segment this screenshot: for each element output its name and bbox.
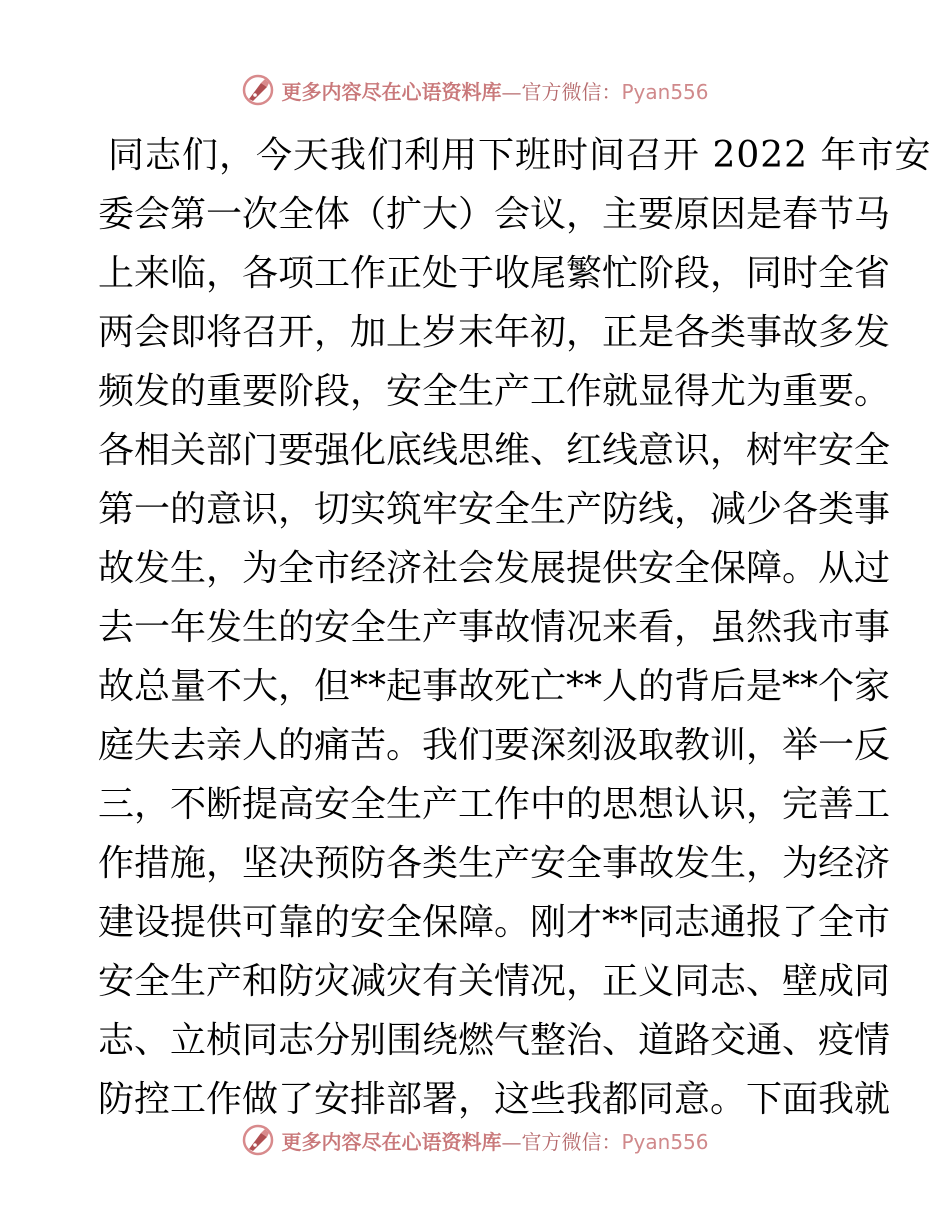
paragraph-line: 作措施，坚决预防各类生产安全事故发生，为经济 — [98, 843, 891, 884]
speech-paragraph — [98, 126, 932, 1129]
paragraph-line: 第一的意识，切实筑牢安全生产防线，减少各类事 — [98, 489, 891, 530]
watermark-dash-text: —官方微信： — [501, 79, 622, 104]
watermark-text — [281, 1126, 708, 1155]
watermark-wechat-id: Pyan556 — [621, 79, 709, 104]
paragraph-line: 委会第一次全体（扩大）会议，主要原因是春节马 — [98, 194, 891, 235]
footer-watermark-banner — [0, 1120, 950, 1160]
paragraph-line: 三，不断提高安全生产工作中的思想认识，完善工 — [98, 784, 891, 825]
watermark-main-text: 更多内容尽在心语资料库 — [281, 79, 502, 104]
watermark-dash-text: —官方微信： — [501, 1129, 622, 1154]
paragraph-line: 频发的重要阶段，安全生产工作就显得尤为重要。 — [98, 371, 891, 412]
paragraph-line: 同志们，今天我们利用下班时间召开 2022 年市安 — [108, 135, 932, 176]
paragraph-line: 两会即将召开，加上岁末年初，正是各类事故多发 — [98, 312, 891, 353]
header-watermark-banner — [0, 70, 950, 110]
paragraph-line: 建设提供可靠的安全保障。刚才**同志通报了全市 — [98, 902, 891, 943]
paragraph-line: 故发生，为全市经济社会发展提供安全保障。从过 — [98, 548, 891, 589]
pen-nib-logo-icon — [241, 1123, 275, 1157]
watermark-text — [281, 76, 708, 105]
pen-nib-logo-icon — [241, 73, 275, 107]
paragraph-line: 安全生产和防灾减灾有关情况，正义同志、壁成同 — [98, 961, 891, 1002]
watermark-main-text: 更多内容尽在心语资料库 — [281, 1129, 502, 1154]
paragraph-line: 故总量不大，但**起事故死亡**人的背后是**个家 — [98, 666, 891, 707]
paragraph-line: 去一年发生的安全生产事故情况来看，虽然我市事 — [98, 607, 891, 648]
paragraph-line: 志、立桢同志分别围绕燃气整治、道路交通、疫情 — [98, 1020, 891, 1061]
paragraph-line: 上来临，各项工作正处于收尾繁忙阶段，同时全省 — [98, 253, 891, 294]
paragraph-line: 庭失去亲人的痛苦。我们要深刻汲取教训，举一反 — [98, 725, 891, 766]
paragraph-line: 防控工作做了安排部署，这些我都同意。下面我就 — [98, 1079, 891, 1120]
paragraph-line: 各相关部门要强化底线思维、红线意识，树牢安全 — [98, 430, 891, 471]
watermark-wechat-id: Pyan556 — [621, 1129, 709, 1154]
